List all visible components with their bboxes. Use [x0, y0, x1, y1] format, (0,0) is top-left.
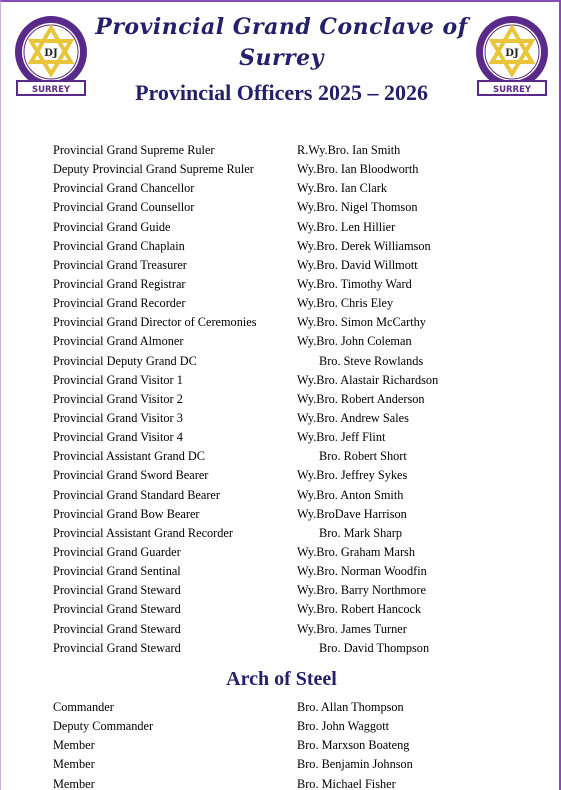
office-holder: Wy.Bro. Barry Northmore	[297, 583, 426, 598]
office-title: Provincial Grand Steward	[53, 602, 181, 617]
office-title: Provincial Grand Supreme Ruler	[53, 143, 215, 157]
office-title: Member	[53, 776, 95, 790]
office-holder: Bro. Mark Sharp	[319, 525, 402, 540]
list-item	[1, 639, 561, 658]
officers-list	[1, 141, 561, 658]
office-title: Provincial Grand Guide	[53, 219, 171, 234]
list-item	[1, 698, 561, 717]
office-title: Provincial Grand Visitor 1	[53, 372, 183, 387]
list-item	[1, 466, 561, 485]
list-item	[1, 313, 561, 332]
list-item	[1, 218, 561, 237]
office-holder: Wy.Bro. Derek Williamson	[297, 238, 431, 253]
office-title: Provincial Grand Visitor 3	[53, 410, 183, 425]
office-holder: Bro. David Thompson	[319, 640, 430, 655]
office-holder: Wy.Bro. Graham Marsh	[297, 544, 415, 559]
list-item	[1, 409, 561, 428]
office-title: Provincial Grand Almoner	[53, 334, 184, 349]
office-holder: Wy.Bro. Andrew Sales	[297, 410, 409, 425]
office-title: Provincial Grand Treasurer	[53, 257, 187, 272]
list-item	[1, 275, 561, 294]
office-title: Member	[53, 757, 95, 772]
office-holder: Wy.Bro. David Willmott	[297, 257, 418, 272]
list-item	[1, 332, 561, 351]
office-title: Deputy Provincial Grand Supreme Ruler	[53, 162, 254, 177]
office-holder: Wy.Bro. Len Hillier	[297, 219, 396, 234]
office-holder: Bro. Marxson Boateng	[297, 738, 410, 753]
office-holder: Bro. Allan Thompson	[297, 700, 404, 714]
arch-of-steel-list	[1, 698, 561, 790]
list-item	[1, 179, 561, 198]
list-item	[1, 505, 561, 524]
office-title: Provincial Assistant Grand Recorder	[53, 525, 233, 540]
list-item	[1, 141, 561, 160]
office-holder: Wy.Bro. Ian Bloodworth	[297, 162, 419, 177]
list-item	[1, 562, 561, 581]
office-holder: Wy.BroDave Harrison	[297, 506, 407, 521]
arch-of-steel-heading: Arch of Steel	[226, 668, 337, 690]
office-title: Deputy Commander	[53, 719, 154, 734]
list-item	[1, 486, 561, 505]
office-title: Provincial Grand Counsellor	[53, 200, 195, 215]
office-title: Provincial Grand Director of Ceremonies	[53, 315, 257, 330]
office-title: Provincial Grand Visitor 2	[53, 391, 183, 406]
list-item	[1, 581, 561, 600]
office-holder: Bro. Benjamin Johnson	[297, 757, 413, 772]
office-holder: Wy.Bro. Robert Anderson	[297, 391, 425, 406]
list-item	[1, 160, 561, 179]
office-title: Member	[53, 738, 95, 753]
list-item	[1, 390, 561, 409]
office-title: Provincial Grand Steward	[53, 621, 181, 636]
office-title: Provincial Grand Chaplain	[53, 238, 185, 253]
office-holder: Bro. Steve Rowlands	[319, 353, 424, 368]
list-item	[1, 524, 561, 543]
office-title: Provincial Deputy Grand DC	[53, 353, 197, 368]
seal-banner-text: SURREY	[492, 85, 532, 95]
office-holder: Wy.Bro. Jeff Flint	[297, 430, 386, 445]
list-item	[1, 198, 561, 217]
office-holder: Wy.Bro. Timothy Ward	[297, 276, 412, 291]
office-holder: Wy.Bro. Simon McCarthy	[297, 315, 426, 330]
page-subtitle: Provincial Officers 2025 – 2026	[135, 80, 428, 105]
office-title: Provincial Grand Visitor 4	[53, 430, 183, 445]
office-holder: Wy.Bro. Norman Woodfin	[297, 564, 427, 579]
office-title: Provincial Grand Steward	[53, 640, 181, 655]
list-item	[1, 736, 561, 755]
list-item	[1, 717, 561, 736]
seal-center-text: DJ	[44, 48, 58, 59]
office-holder: Wy.Bro. Robert Hancock	[297, 602, 422, 617]
list-item	[1, 620, 561, 639]
office-holder: Wy.Bro. Ian Clark	[297, 181, 387, 196]
office-title: Provincial Grand Bow Bearer	[53, 506, 200, 521]
office-title: Provincial Grand Sentinal	[53, 564, 181, 579]
office-holder: Bro. John Waggott	[297, 719, 390, 734]
list-item	[1, 371, 561, 390]
office-title: Provincial Grand Steward	[53, 583, 181, 598]
office-title: Provincial Grand Guarder	[53, 544, 181, 559]
office-title: Provincial Grand Chancellor	[53, 181, 195, 196]
list-item	[1, 294, 561, 313]
page-title-line-2: Surrey	[239, 45, 324, 71]
list-item	[1, 775, 561, 790]
list-item	[1, 447, 561, 466]
office-holder: Wy.Bro. Anton Smith	[297, 487, 404, 502]
office-title: Provincial Grand Sword Bearer	[53, 468, 209, 483]
office-title: Provincial Grand Registrar	[53, 276, 186, 291]
office-title: Provincial Grand Standard Bearer	[53, 487, 220, 502]
office-holder: Bro. Robert Short	[319, 449, 407, 464]
list-item	[1, 428, 561, 447]
office-holder: Wy.Bro. Nigel Thomson	[297, 200, 418, 215]
list-item	[1, 256, 561, 275]
office-holder: Bro. Michael Fisher	[297, 776, 396, 790]
seal-center-text: DJ	[505, 48, 519, 59]
office-holder: R.Wy.Bro. Ian Smith	[297, 143, 401, 157]
office-title: Provincial Grand Recorder	[53, 296, 186, 311]
office-holder: Wy.Bro. Alastair Richardson	[297, 372, 439, 387]
list-item	[1, 755, 561, 774]
office-title: Commander	[53, 700, 114, 714]
office-holder: Wy.Bro. Chris Eley	[297, 296, 394, 311]
seal-banner-text: SURREY	[31, 85, 71, 95]
office-holder: Wy.Bro. Jeffrey Sykes	[297, 468, 408, 483]
office-holder: Wy.Bro. James Turner	[297, 621, 407, 636]
page-title-line-1: Provincial Grand Conclave of	[95, 14, 468, 40]
office-title: Provincial Assistant Grand DC	[53, 449, 205, 464]
list-item	[1, 600, 561, 619]
list-item	[1, 352, 561, 371]
list-item	[1, 237, 561, 256]
office-holder: Wy.Bro. John Coleman	[297, 334, 412, 349]
list-item	[1, 543, 561, 562]
